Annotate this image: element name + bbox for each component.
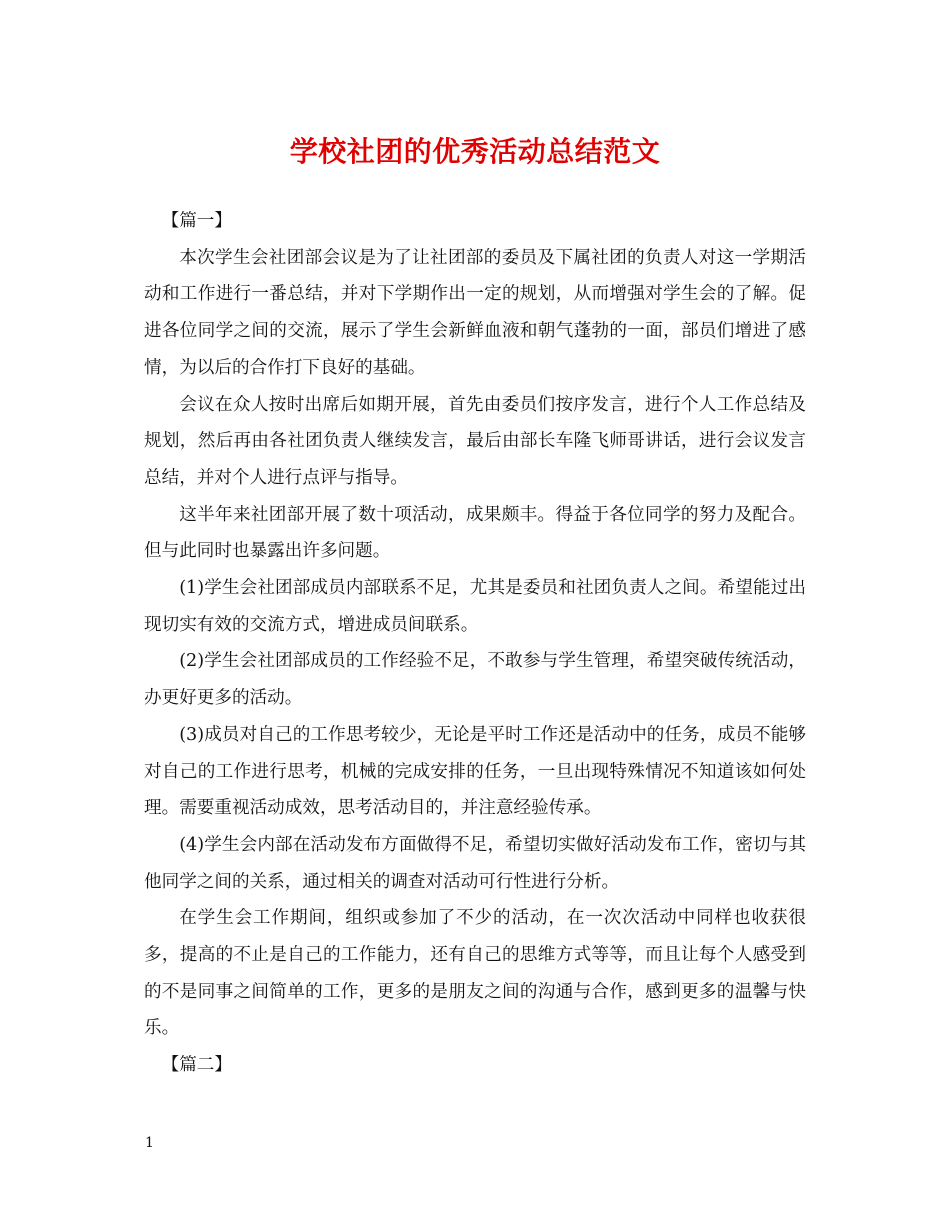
paragraph: 本次学生会社团部会议是为了让社团部的委员及下属社团的负责人对这一学期活动和工作进行一番总结，并对下学期作出一定的规划，从而增强对学生会的了解。促进各位同学之间的交流，展示了学生会新鲜血液和朝气蓬勃的一面，部员们增进了感情，为以后的合作打下良好的基础。 <box>144 247 806 378</box>
document-body <box>144 203 806 1084</box>
list-item-4: (4)学生会内部在活动发布方面做得不足，希望切实做好活动发布工作，密切与其他同学之间的关系，通过相关的调查对活动可行性进行分析。 <box>144 834 806 892</box>
page-number: 1 <box>145 1135 154 1151</box>
paragraph: 这半年来社团部开展了数十项活动，成果颇丰。得益于各位同学的努力及配合。但与此同时也暴露出许多问题。 <box>144 504 806 562</box>
list-item-1: (1)学生会社团部成员内部联系不足，尤其是委员和社团负责人之间。希望能过出现切实有效的交流方式，增进成员间联系。 <box>144 578 806 635</box>
list-item-3: (3)成员对自己的工作思考较少，无论是平时工作还是活动中的任务，成员不能够对自己的工作进行思考，机械的完成安排的任务，一旦出现特殊情况不知道该如何处理。需要重视活动成效，思考活动目的，并注意经验传承。 <box>144 724 806 819</box>
paragraph: 会议在众人按时出席后如期开展，首先由委员们按序发言，进行个人工作总结及规划，然后再由各社团负责人继续发言，最后由部长车隆飞师哥讲话，进行会议发言总结，并对个人进行点评与指导。 <box>144 394 806 488</box>
section-heading-one: 【篇一】 <box>161 211 232 231</box>
document-title: 学校社团的优秀活动总结范文 <box>289 135 661 168</box>
section-heading-two: 【篇二】 <box>161 1055 232 1076</box>
paragraph: 在学生会工作期间，组织或参加了不少的活动，在一次次活动中同样也收获很多，提高的不止是自己的工作能力，还有自己的思维方式等等，而且让每个人感受到的不是同事之间简单的工作，更多的是朋友之间的沟通与合作，感到更多的温馨与快乐。 <box>144 908 806 1039</box>
list-item-2: (2)学生会社团部成员的工作经验不足，不敢参与学生管理，希望突破传统活动，办更好更多的活动。 <box>144 651 806 709</box>
